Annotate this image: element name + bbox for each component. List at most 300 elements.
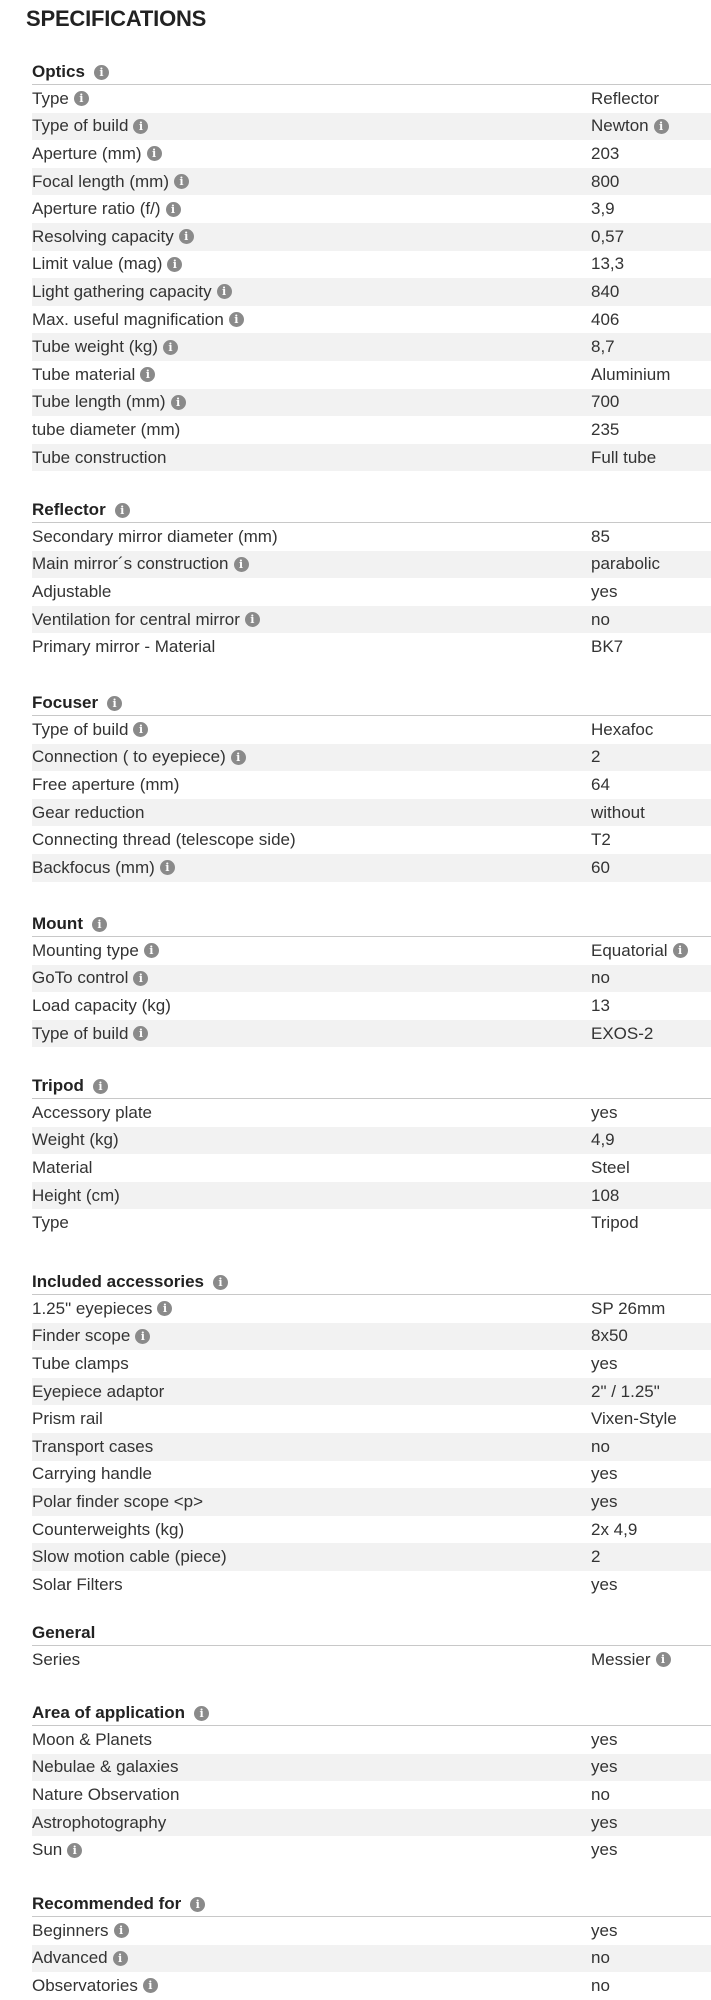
spec-value-cell [591,337,711,357]
spec-value: no [591,609,610,629]
spec-label: Astrophotography [32,1812,167,1832]
spec-row [32,1020,711,1048]
spec-label: Gear reduction [32,802,145,822]
spec-section-tripod [32,1074,711,1237]
spec-value: T2 [591,830,611,850]
info-icon[interactable]: i [234,557,249,572]
spec-section-reflector [32,498,711,661]
info-icon[interactable]: i [171,395,186,410]
spec-row [32,444,711,472]
spec-value: yes [591,1491,618,1511]
spec-row [32,251,711,279]
info-icon[interactable]: i [217,284,232,299]
spec-value-cell [591,1103,711,1123]
spec-label-cell [32,1757,591,1777]
spec-value: parabolic [591,554,660,574]
spec-label-cell [32,1382,591,1402]
spec-label: 1.25" eyepieces [32,1298,153,1318]
spec-section-area-of-application [32,1701,711,1864]
spec-label-cell [32,227,591,247]
spec-value: yes [591,1920,618,1940]
spec-value: yes [591,1574,618,1594]
spec-row [32,278,711,306]
spec-label: Beginners [32,1920,109,1940]
info-icon[interactable]: i [93,1079,108,1094]
section-title: Area of application [32,1703,186,1722]
spec-value-cell [591,116,711,136]
info-icon[interactable]: i [673,943,688,958]
spec-label: Finder scope [32,1326,131,1346]
spec-value: Vixen-Style [591,1409,677,1429]
spec-label: Type of build [32,116,129,136]
spec-rows [32,1295,711,1599]
spec-label-cell [32,1437,591,1457]
spec-value-cell [591,365,711,385]
spec-label-cell [32,582,591,602]
info-icon[interactable]: i [163,340,178,355]
section-title: Reflector [32,500,106,519]
spec-section-general [32,1621,711,1674]
spec-value: no [591,1784,610,1804]
spec-label: Type of build [32,1023,129,1043]
info-icon[interactable]: i [654,119,669,134]
spec-value-cell [591,1024,711,1044]
spec-label-cell [32,365,591,385]
spec-value: 203 [591,143,620,163]
spec-value: 700 [591,392,620,412]
info-icon[interactable]: i [194,1706,209,1721]
spec-label: Accessory plate [32,1102,152,1122]
spec-row [32,223,711,251]
spec-label-cell [32,1547,591,1567]
spec-label-cell [32,254,591,274]
spec-label-cell [32,1024,591,1044]
spec-value-cell [591,1130,711,1150]
spec-label: Type [32,88,69,108]
spec-value-cell [591,310,711,330]
spec-value: 800 [591,171,620,191]
spec-value-cell [591,582,711,602]
spec-value: Equatorial [591,940,668,960]
spec-row [32,1295,711,1323]
spec-row [32,1726,711,1754]
spec-rows [32,1099,711,1237]
spec-value: 2x 4,9 [591,1519,638,1539]
spec-value-cell [591,282,711,302]
info-icon[interactable]: i [133,971,148,986]
spec-row [32,1350,711,1378]
spec-value-cell [591,1437,711,1457]
spec-value: 406 [591,309,620,329]
spec-label-cell [32,1464,591,1484]
spec-label-cell [32,89,591,109]
spec-value-cell [591,254,711,274]
spec-value: Tripod [591,1213,639,1233]
spec-value: yes [591,581,618,601]
spec-label-cell [32,610,591,630]
spec-label: Free aperture (mm) [32,774,180,794]
spec-label-cell [32,1409,591,1429]
info-icon[interactable]: i [94,65,109,80]
spec-label: Moon & Planets [32,1729,153,1749]
spec-row [32,1209,711,1237]
spec-value-cell [591,803,711,823]
info-icon[interactable]: i [174,174,189,189]
spec-row [32,992,711,1020]
spec-label: Connecting thread (telescope side) [32,830,296,850]
info-icon[interactable]: i [74,91,89,106]
spec-value-cell [591,1186,711,1206]
spec-row [32,1781,711,1809]
spec-value: Newton [591,116,649,136]
spec-label-cell [32,116,591,136]
spec-label: Tube construction [32,447,167,467]
spec-value: yes [591,1353,618,1373]
spec-value-cell [591,1575,711,1595]
spec-value-cell [591,1840,711,1860]
spec-row [32,1461,711,1489]
spec-value-cell [591,775,711,795]
spec-value-cell [591,1730,711,1750]
section-header [32,691,711,716]
spec-label: Adjustable [32,581,112,601]
spec-value: 3,9 [591,199,615,219]
spec-value-cell [591,747,711,767]
spec-label-cell [32,1354,591,1374]
info-icon[interactable]: i [144,943,159,958]
spec-label: Nature Observation [32,1784,180,1804]
spec-value: 13,3 [591,254,625,274]
spec-rows [32,523,711,661]
spec-label-cell [32,1130,591,1150]
spec-label-cell [32,448,591,468]
info-icon[interactable]: i [213,1275,228,1290]
spec-value: yes [591,1757,618,1777]
spec-label-cell [32,1948,591,1968]
section-header [32,498,711,523]
spec-value-cell [591,1650,711,1670]
spec-label: Polar finder scope <p> [32,1491,204,1511]
spec-row [32,1378,711,1406]
spec-value-cell [591,1976,711,1996]
spec-label: Aperture (mm) [32,143,142,163]
spec-value: Aluminium [591,364,671,384]
spec-label: Carrying handle [32,1464,153,1484]
spec-label: Transport cases [32,1436,154,1456]
spec-value: 4,9 [591,1130,615,1150]
spec-value-cell [591,1464,711,1484]
spec-label-cell [32,1299,591,1319]
info-icon[interactable]: i [166,202,181,217]
spec-value: yes [591,1102,618,1122]
info-icon[interactable]: i [190,1897,205,1912]
info-icon[interactable]: i [114,1923,129,1938]
spec-label: tube diameter (mm) [32,419,181,439]
spec-label: Focal length (mm) [32,171,169,191]
spec-value-cell [591,610,711,630]
spec-label: Series [32,1649,81,1669]
spec-value: 60 [591,857,610,877]
spec-row [32,606,711,634]
spec-row [32,1972,711,2000]
spec-value-cell [591,1948,711,1968]
spec-label-cell [32,144,591,164]
spec-row [32,195,711,223]
spec-value-cell [591,1382,711,1402]
spec-label-cell [32,1186,591,1206]
spec-row [32,389,711,417]
spec-value: 64 [591,774,610,794]
info-icon[interactable]: i [143,1978,158,1993]
spec-label-cell [32,392,591,412]
spec-value-cell [591,1921,711,1941]
spec-label: Connection ( to eyepiece) [32,747,226,767]
section-header [32,1621,711,1646]
info-icon[interactable]: i [231,750,246,765]
spec-row [32,799,711,827]
spec-label: Main mirror´s construction [32,554,229,574]
spec-row [32,1571,711,1599]
spec-row [32,1099,711,1127]
spec-label: Tube length (mm) [32,392,166,412]
spec-row [32,1754,711,1782]
section-title: General [32,1623,96,1642]
spec-label: Type [32,1213,69,1233]
spec-label: Tube clamps [32,1353,129,1373]
spec-label: Slow motion cable (piece) [32,1547,227,1567]
spec-value: Hexafoc [591,719,654,739]
spec-value-cell [591,199,711,219]
info-icon[interactable]: i [167,257,182,272]
spec-value-cell [591,1757,711,1777]
spec-row [32,1154,711,1182]
spec-value: no [591,1975,610,1995]
spec-label-cell [32,1921,591,1941]
spec-label: Height (cm) [32,1185,120,1205]
spec-row [32,85,711,113]
spec-value: yes [591,1840,618,1860]
spec-label: Sun [32,1840,63,1860]
spec-value-cell [591,392,711,412]
spec-value-cell [591,858,711,878]
info-icon[interactable]: i [179,229,194,244]
spec-label-cell [32,803,591,823]
spec-label-cell [32,337,591,357]
spec-value-cell [591,172,711,192]
spec-label-cell [32,172,591,192]
spec-value-cell [591,1409,711,1429]
spec-value: no [591,1948,610,1968]
spec-label: Observatories [32,1975,138,1995]
spec-label-cell [32,968,591,988]
spec-row [32,1809,711,1837]
section-header [32,1892,711,1917]
spec-label: Limit value (mag) [32,254,163,274]
spec-value: Reflector [591,88,660,108]
info-icon[interactable]: i [147,146,162,161]
spec-label: Type of build [32,719,129,739]
spec-value-cell [591,1213,711,1233]
info-icon[interactable]: i [92,917,107,932]
info-icon[interactable]: i [133,722,148,737]
spec-label-cell [32,996,591,1016]
info-icon[interactable]: i [229,312,244,327]
spec-label: Mounting type [32,940,139,960]
spec-row [32,1127,711,1155]
spec-value: yes [591,1812,618,1832]
spec-value-cell [591,144,711,164]
info-icon[interactable]: i [656,1652,671,1667]
spec-label-cell [32,1213,591,1233]
spec-row [32,826,711,854]
info-icon[interactable]: i [140,367,155,382]
spec-value-cell [591,89,711,109]
spec-row [32,771,711,799]
spec-label-cell [32,1976,591,1996]
spec-value-cell [591,830,711,850]
spec-value: 13 [591,995,610,1015]
spec-rows [32,937,711,1047]
info-icon[interactable]: i [133,119,148,134]
spec-label-cell [32,1492,591,1512]
spec-label-cell [32,637,591,657]
spec-label-cell [32,1650,591,1670]
spec-value: 2 [591,1547,601,1567]
spec-value-cell [591,527,711,547]
spec-row [32,113,711,141]
spec-label: GoTo control [32,968,129,988]
spec-row [32,1945,711,1973]
spec-row [32,1543,711,1571]
info-icon[interactable]: i [115,503,130,518]
spec-label: Tube weight (kg) [32,337,158,357]
spec-value: Steel [591,1157,630,1177]
spec-section-included-accessories [32,1270,711,1599]
info-icon[interactable]: i [113,1951,128,1966]
spec-value: Full tube [591,447,657,467]
spec-value-cell [591,720,711,740]
spec-row [32,1405,711,1433]
spec-label: Light gathering capacity [32,281,212,301]
spec-label: Primary mirror - Material [32,637,216,657]
page-title: SPECIFICATIONS [26,6,207,31]
section-header [32,1270,711,1295]
spec-value-cell [591,637,711,657]
spec-label-cell [32,554,591,574]
section-title: Recommended for [32,1894,182,1913]
spec-value-cell [591,448,711,468]
spec-label: Advanced [32,1948,108,1968]
info-icon[interactable]: i [245,612,260,627]
spec-value: EXOS-2 [591,1023,654,1043]
spec-label: Material [32,1157,93,1177]
spec-value-cell [591,1158,711,1178]
spec-label-cell [32,1575,591,1595]
spec-row [32,744,711,772]
spec-value: yes [591,1464,618,1484]
spec-label: Counterweights (kg) [32,1519,185,1539]
spec-value: 0,57 [591,226,625,246]
spec-row [32,937,711,965]
info-icon[interactable]: i [107,696,122,711]
spec-value: 8x50 [591,1326,628,1346]
spec-label-cell [32,1326,591,1346]
spec-label-cell [32,1730,591,1750]
spec-label-cell [32,830,591,850]
spec-row [32,1433,711,1461]
spec-label: Load capacity (kg) [32,995,171,1015]
spec-label-cell [32,282,591,302]
section-header [32,1701,711,1726]
section-title: Included accessories [32,1272,204,1291]
info-icon[interactable]: i [160,860,175,875]
spec-section-mount [32,912,711,1047]
spec-row [32,306,711,334]
spec-value: no [591,1436,610,1456]
info-icon[interactable]: i [157,1301,172,1316]
info-icon[interactable]: i [133,1026,148,1041]
section-title: Focuser [32,693,99,712]
spec-row [32,1516,711,1544]
spec-row [32,1323,711,1351]
section-title: Tripod [32,1076,84,1095]
spec-label: Resolving capacity [32,226,174,246]
spec-row [32,633,711,661]
spec-row [32,551,711,579]
spec-value: 235 [591,419,620,439]
spec-row [32,361,711,389]
spec-value-cell [591,554,711,574]
info-icon[interactable]: i [135,1329,150,1344]
spec-label: Prism rail [32,1409,103,1429]
spec-section-focuser [32,691,711,882]
spec-value: 85 [591,526,610,546]
spec-label-cell [32,941,591,961]
spec-value: 108 [591,1185,620,1205]
spec-label: Ventilation for central mirror [32,609,240,629]
spec-label: Tube material [32,364,136,384]
spec-label: Max. useful magnification [32,309,224,329]
spec-label-cell [32,720,591,740]
spec-value-cell [591,1785,711,1805]
spec-row [32,716,711,744]
spec-label: Aperture ratio (f/) [32,199,161,219]
spec-value-cell [591,1520,711,1540]
spec-label: Secondary mirror diameter (mm) [32,526,278,546]
spec-label: Nebulae & galaxies [32,1757,179,1777]
spec-label: Solar Filters [32,1574,123,1594]
spec-value: 8,7 [591,337,615,357]
spec-label-cell [32,420,591,440]
spec-value-cell [591,1547,711,1567]
spec-label-cell [32,1158,591,1178]
spec-row [32,333,711,361]
spec-row [32,854,711,882]
info-icon[interactable]: i [67,1843,82,1858]
spec-label-cell [32,1785,591,1805]
spec-section-recommended-for [32,1892,711,2000]
spec-rows [32,85,711,471]
spec-label-cell [32,1520,591,1540]
spec-rows [32,1917,711,2000]
spec-label: Backfocus (mm) [32,857,155,877]
section-header [32,1074,711,1099]
spec-rows [32,1646,711,1674]
spec-section-optics [32,60,711,471]
spec-value-cell [591,968,711,988]
spec-value: 2" / 1.25" [591,1381,660,1401]
spec-row [32,1488,711,1516]
